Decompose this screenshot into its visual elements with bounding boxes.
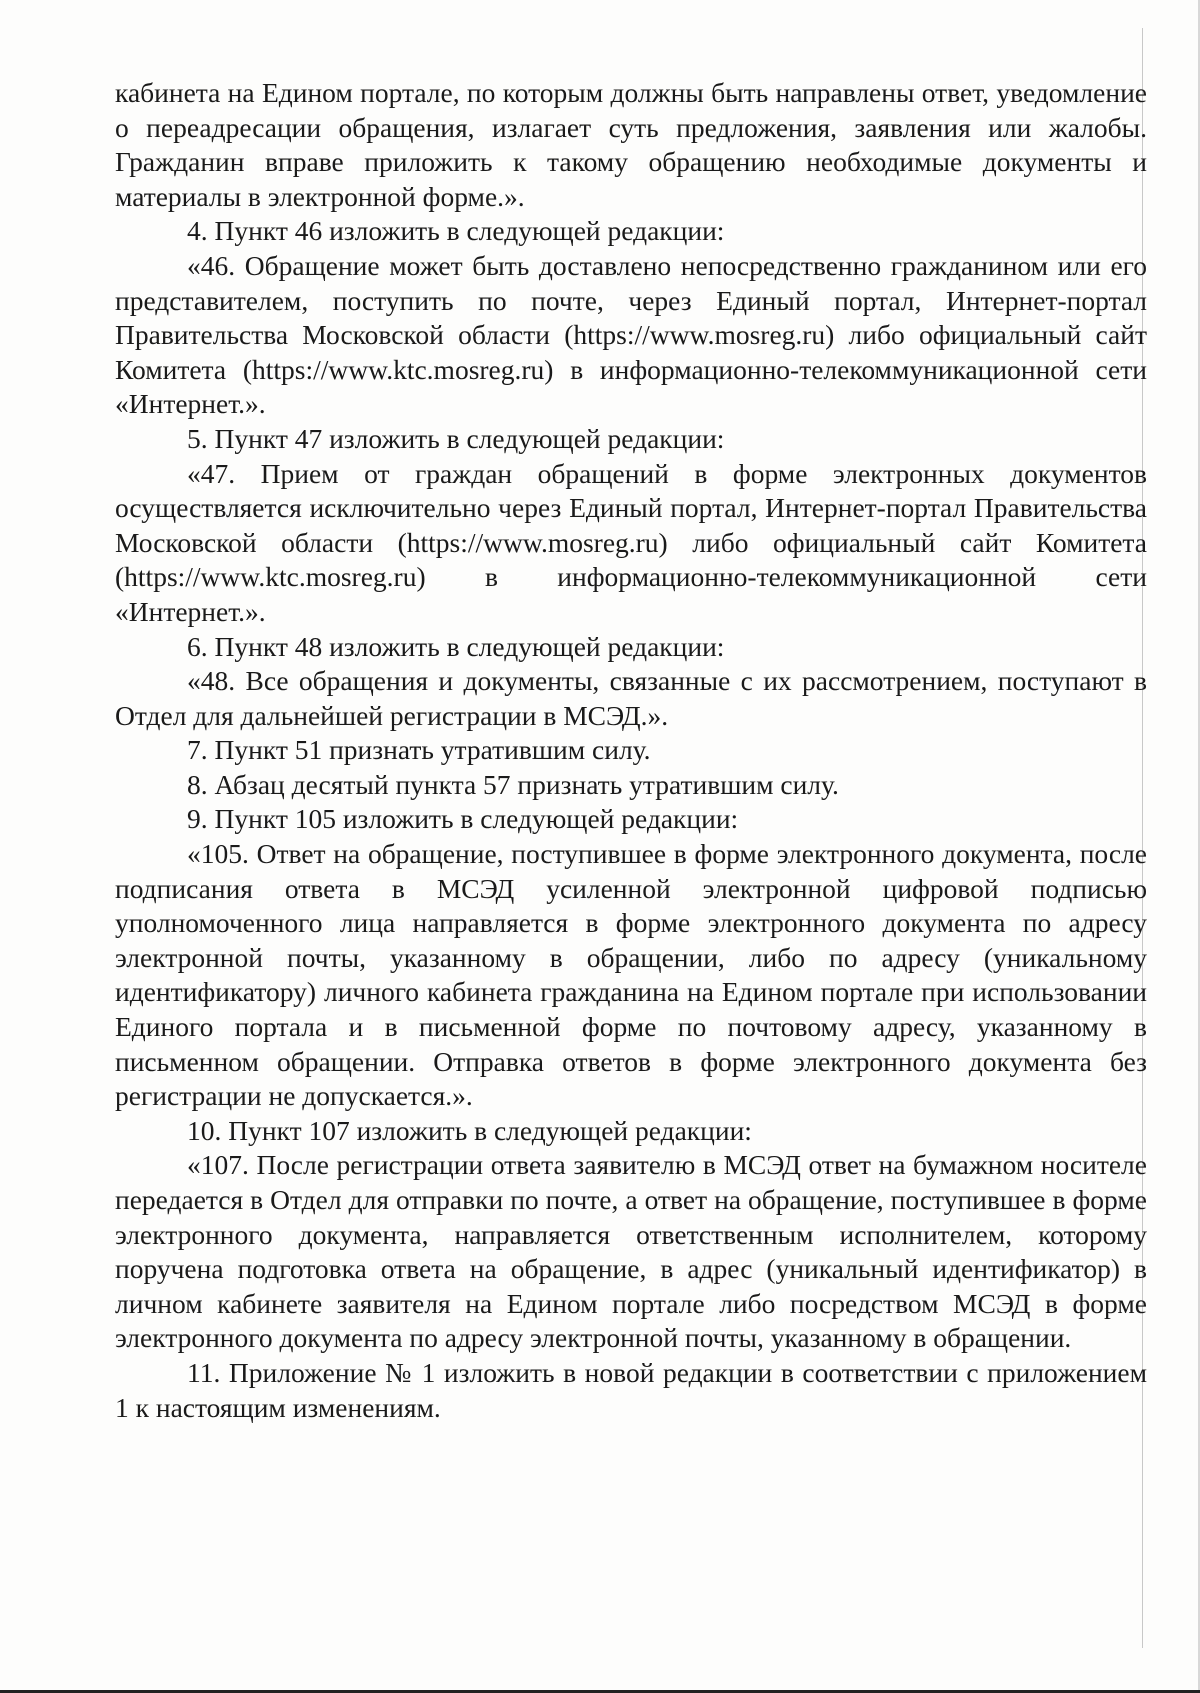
paragraph-quote-107: «107. После регистрации ответа заявителю в МСЭД ответ на бумажном носителе передается в Отдел для отправки по почте, а ответ на обращение, поступившее в форме электронного документа, направляется ответственным исполнителем, которому поручена подготовка ответа на обращение, в адрес (уникальный идентификатор) в личном кабинете заявителя на Едином портале либо посредством МСЭД в форме электронного документа по адресу электронной почты, указанному в обращении. bbox=[115, 1149, 1147, 1354]
paragraph-quote-105: «105. Ответ на обращение, поступившее в форме электронного документа, после подписания ответа в МСЭД усиленной электронной цифровой подписью уполномоченного лица направляется в форме электронного документа по адресу электронной почты, указанному в обращении, либо по адресу (уникальному идентификатору) личного кабинета гражданина на Едином портале при использовании Единого портала и в письменной форме по почтовому адресу, указанному в письменном обращении. Отправка ответов в форме электронного документа без регистрации не допускается.». bbox=[115, 838, 1147, 1112]
paragraph-item-10: 10. Пункт 107 изложить в следующей редакции: bbox=[187, 1114, 752, 1146]
paragraph-item-6: 6. Пункт 48 изложить в следующей редакции: bbox=[187, 630, 725, 662]
paragraph-item-7: 7. Пункт 51 признать утратившим силу. bbox=[187, 734, 651, 766]
paragraph-quote-46: «46. Обращение может быть доставлено непосредственно гражданином или его представителем, поступить по почте, через Единый портал, Интернет-портал Правительства Московской области (https://www.mosreg.ru) либо официальный сайт Комитета (https://www.ktc.mosreg.ru) в информационно-телекоммуникационной сети «Интернет.». bbox=[115, 249, 1147, 420]
document-body bbox=[115, 76, 1147, 1425]
paragraph-item-5: 5. Пункт 47 изложить в следующей редакции: bbox=[187, 422, 725, 454]
paragraph-item-11: 11. Приложение № 1 изложить в новой редакции в соответствии с приложением 1 к настоящим изменениям. bbox=[115, 1356, 1147, 1423]
paragraph-continuation: кабинета на Едином портале, по которым должны быть направлены ответ, уведомление о переадресации обращения, излагает суть предложения, заявления или жалобы. Гражданин вправе приложить к такому обращению необходимые документы и материалы в электронной форме.». bbox=[115, 77, 1147, 212]
paragraph-item-4: 4. Пункт 46 изложить в следующей редакции: bbox=[187, 215, 725, 247]
paragraph-item-8: 8. Абзац десятый пункта 57 признать утратившим силу. bbox=[187, 768, 839, 800]
paragraph-quote-47: «47. Прием от граждан обращений в форме электронных документов осуществляется исключительно через Единый портал, Интернет-портал Правительства Московской области (https://www.mosreg.ru) либо официальный сайт Комитета (https://www.ktc.mosreg.ru) в информационно-телекоммуникационной сети «Интернет.». bbox=[115, 457, 1147, 627]
paragraph-quote-48: «48. Все обращения и документы, связанные с их рассмотрением, поступают в Отдел для дальнейшей регистрации в МСЭД.». bbox=[115, 665, 1147, 731]
paragraph-item-9: 9. Пункт 105 изложить в следующей редакции: bbox=[187, 803, 739, 835]
